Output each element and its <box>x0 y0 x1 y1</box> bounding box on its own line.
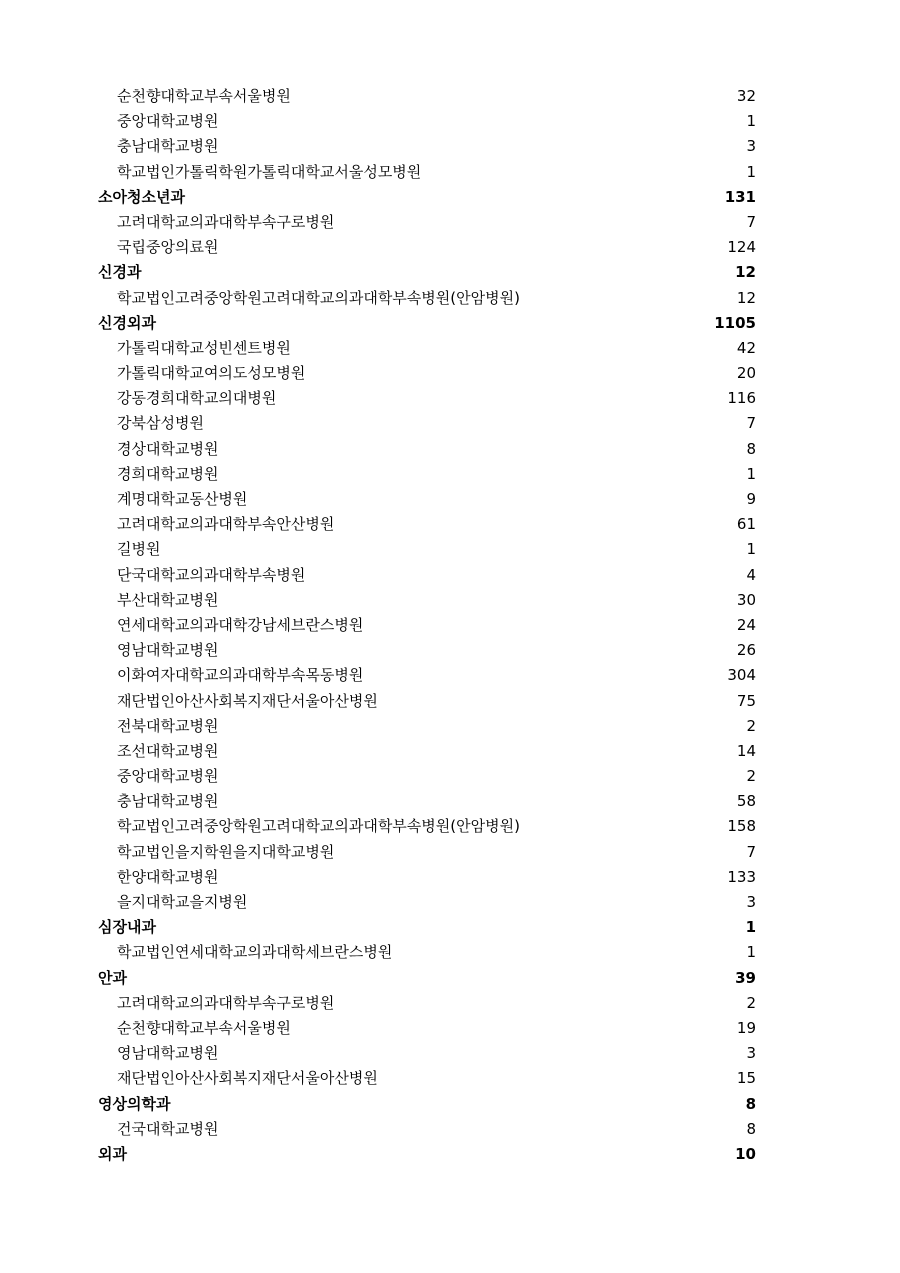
hospital-count: 1 <box>746 112 756 131</box>
hospital-name: 한양대학교병원 <box>117 867 219 886</box>
hospital-count: 15 <box>736 1069 756 1088</box>
hospital-row <box>98 386 756 411</box>
hospital-count: 133 <box>727 867 756 886</box>
hospital-row <box>98 890 756 915</box>
hospital-count: 2 <box>746 767 756 786</box>
hospital-name: 국립중앙의료원 <box>117 238 219 257</box>
hospital-count: 4 <box>746 565 756 584</box>
department-name: 안과 <box>98 968 127 987</box>
hospital-count: 20 <box>736 364 756 383</box>
hospital-name: 순천향대학교부속서울병원 <box>117 87 291 105</box>
hospital-row <box>98 613 756 638</box>
hospital-count: 124 <box>727 238 756 257</box>
hospital-row <box>98 537 756 562</box>
hospital-count: 3 <box>746 1044 756 1063</box>
hospital-name: 건국대학교병원 <box>117 1119 219 1138</box>
hospital-name: 재단법인아산사회복지재단서울아산병원 <box>117 1069 378 1088</box>
hospital-name: 학교법인을지학원을지대학교병원 <box>117 842 335 861</box>
hospital-name: 연세대학교의과대학강남세브란스병원 <box>117 615 364 634</box>
hospital-row <box>98 940 756 965</box>
hospital-count: 158 <box>727 817 756 836</box>
hospital-name: 영남대학교병원 <box>117 1044 219 1063</box>
hospital-count: 8 <box>746 1119 756 1138</box>
hospital-count: 1 <box>746 162 756 181</box>
hospital-count: 61 <box>736 515 756 534</box>
hospital-name: 경상대학교병원 <box>117 439 219 458</box>
hospital-count: 7 <box>746 414 756 433</box>
hospital-count: 32 <box>736 87 756 105</box>
hospital-row <box>98 714 756 739</box>
hospital-count: 14 <box>736 741 756 760</box>
hospital-name: 고려대학교의과대학부속구로병원 <box>117 212 335 231</box>
hospital-row <box>98 991 756 1016</box>
hospital-row <box>98 663 756 688</box>
hospital-row <box>98 764 756 789</box>
hospital-name: 가톨릭대학교성빈센트병원 <box>117 338 291 357</box>
hospital-name: 학교법인고려중앙학원고려대학교의과대학부속병원(안암병원) <box>117 288 520 307</box>
department-name: 신경외과 <box>98 313 156 332</box>
hospital-row <box>98 563 756 588</box>
hospital-name: 중앙대학교병원 <box>117 112 219 131</box>
hospital-name: 경희대학교병원 <box>117 464 219 483</box>
hospital-row <box>98 588 756 613</box>
department-total: 1 <box>745 918 756 937</box>
hospital-name: 을지대학교을지병원 <box>117 893 248 911</box>
department-name: 소아청소년과 <box>98 187 185 206</box>
hospital-row <box>98 411 756 436</box>
hospital-name: 부산대학교병원 <box>117 590 219 609</box>
department-row <box>98 966 756 991</box>
hospital-name: 영남대학교병원 <box>117 641 219 660</box>
hospital-count: 30 <box>736 590 756 609</box>
department-name: 외과 <box>98 1144 127 1163</box>
hospital-count: 304 <box>727 666 756 685</box>
hospital-count: 58 <box>736 792 756 811</box>
hospital-row <box>98 134 756 159</box>
hospital-name: 학교법인고려중앙학원고려대학교의과대학부속병원(안암병원) <box>117 817 520 836</box>
hospital-row <box>98 160 756 185</box>
hospital-row <box>98 361 756 386</box>
hospital-name: 길병원 <box>117 540 161 559</box>
department-total: 131 <box>724 187 756 206</box>
hospital-row <box>98 638 756 663</box>
hospital-row <box>98 689 756 714</box>
hospital-name: 가톨릭대학교여의도성모병원 <box>117 364 306 383</box>
hospital-count: 2 <box>746 993 756 1012</box>
hospital-row <box>98 487 756 512</box>
hospital-count: 26 <box>736 641 756 660</box>
department-hospital-table <box>98 84 756 1167</box>
hospital-row <box>98 1041 756 1066</box>
department-row <box>98 185 756 210</box>
hospital-count: 24 <box>736 615 756 634</box>
department-total: 12 <box>735 263 756 282</box>
hospital-count: 42 <box>736 338 756 357</box>
hospital-name: 재단법인아산사회복지재단서울아산병원 <box>117 691 378 710</box>
hospital-count: 1 <box>746 943 756 962</box>
hospital-count: 8 <box>746 439 756 458</box>
hospital-row <box>98 210 756 235</box>
hospital-count: 7 <box>746 842 756 861</box>
hospital-count: 12 <box>736 288 756 307</box>
hospital-row <box>98 462 756 487</box>
hospital-name: 전북대학교병원 <box>117 716 219 735</box>
hospital-row <box>98 1066 756 1091</box>
hospital-name: 강북삼성병원 <box>117 414 204 433</box>
hospital-row <box>98 286 756 311</box>
hospital-row <box>98 1016 756 1041</box>
hospital-name: 충남대학교병원 <box>117 137 219 156</box>
hospital-row <box>98 336 756 361</box>
department-total: 8 <box>745 1094 756 1113</box>
hospital-row <box>98 739 756 764</box>
hospital-name: 중앙대학교병원 <box>117 767 219 786</box>
hospital-name: 계명대학교동산병원 <box>117 490 248 508</box>
hospital-name: 조선대학교병원 <box>117 741 219 760</box>
hospital-count: 3 <box>746 137 756 156</box>
hospital-row <box>98 437 756 462</box>
department-total: 1105 <box>714 313 756 332</box>
hospital-count: 116 <box>727 389 756 408</box>
hospital-row <box>98 512 756 537</box>
hospital-name: 충남대학교병원 <box>117 792 219 811</box>
hospital-row <box>98 814 756 839</box>
department-row <box>98 260 756 285</box>
hospital-name: 단국대학교의과대학부속병원 <box>117 565 306 584</box>
hospital-count: 19 <box>736 1018 756 1037</box>
hospital-count: 2 <box>746 716 756 735</box>
hospital-row <box>98 1117 756 1142</box>
department-row <box>98 311 756 336</box>
department-row <box>98 1142 756 1167</box>
hospital-name: 강동경희대학교의대병원 <box>117 389 277 408</box>
hospital-row <box>98 865 756 890</box>
department-total: 10 <box>735 1144 756 1163</box>
hospital-row <box>98 840 756 865</box>
hospital-name: 순천향대학교부속서울병원 <box>117 1018 291 1037</box>
hospital-row <box>98 84 756 109</box>
department-row <box>98 1092 756 1117</box>
hospital-row <box>98 789 756 814</box>
hospital-count: 3 <box>746 893 756 911</box>
hospital-count: 9 <box>746 490 756 508</box>
hospital-count: 7 <box>746 212 756 231</box>
hospital-count: 1 <box>746 540 756 559</box>
hospital-name: 고려대학교의과대학부속구로병원 <box>117 993 335 1012</box>
department-name: 심장내과 <box>98 918 156 937</box>
department-name: 영상의학과 <box>98 1094 171 1113</box>
hospital-count: 75 <box>736 691 756 710</box>
hospital-name: 학교법인가톨릭학원가톨릭대학교서울성모병원 <box>117 162 422 181</box>
hospital-row <box>98 109 756 134</box>
department-name: 신경과 <box>98 263 142 282</box>
hospital-count: 1 <box>746 464 756 483</box>
department-row <box>98 915 756 940</box>
hospital-row <box>98 235 756 260</box>
hospital-name: 학교법인연세대학교의과대학세브란스병원 <box>117 943 393 962</box>
hospital-name: 이화여자대학교의과대학부속목동병원 <box>117 666 364 685</box>
department-total: 39 <box>735 968 756 987</box>
hospital-name: 고려대학교의과대학부속안산병원 <box>117 515 335 534</box>
